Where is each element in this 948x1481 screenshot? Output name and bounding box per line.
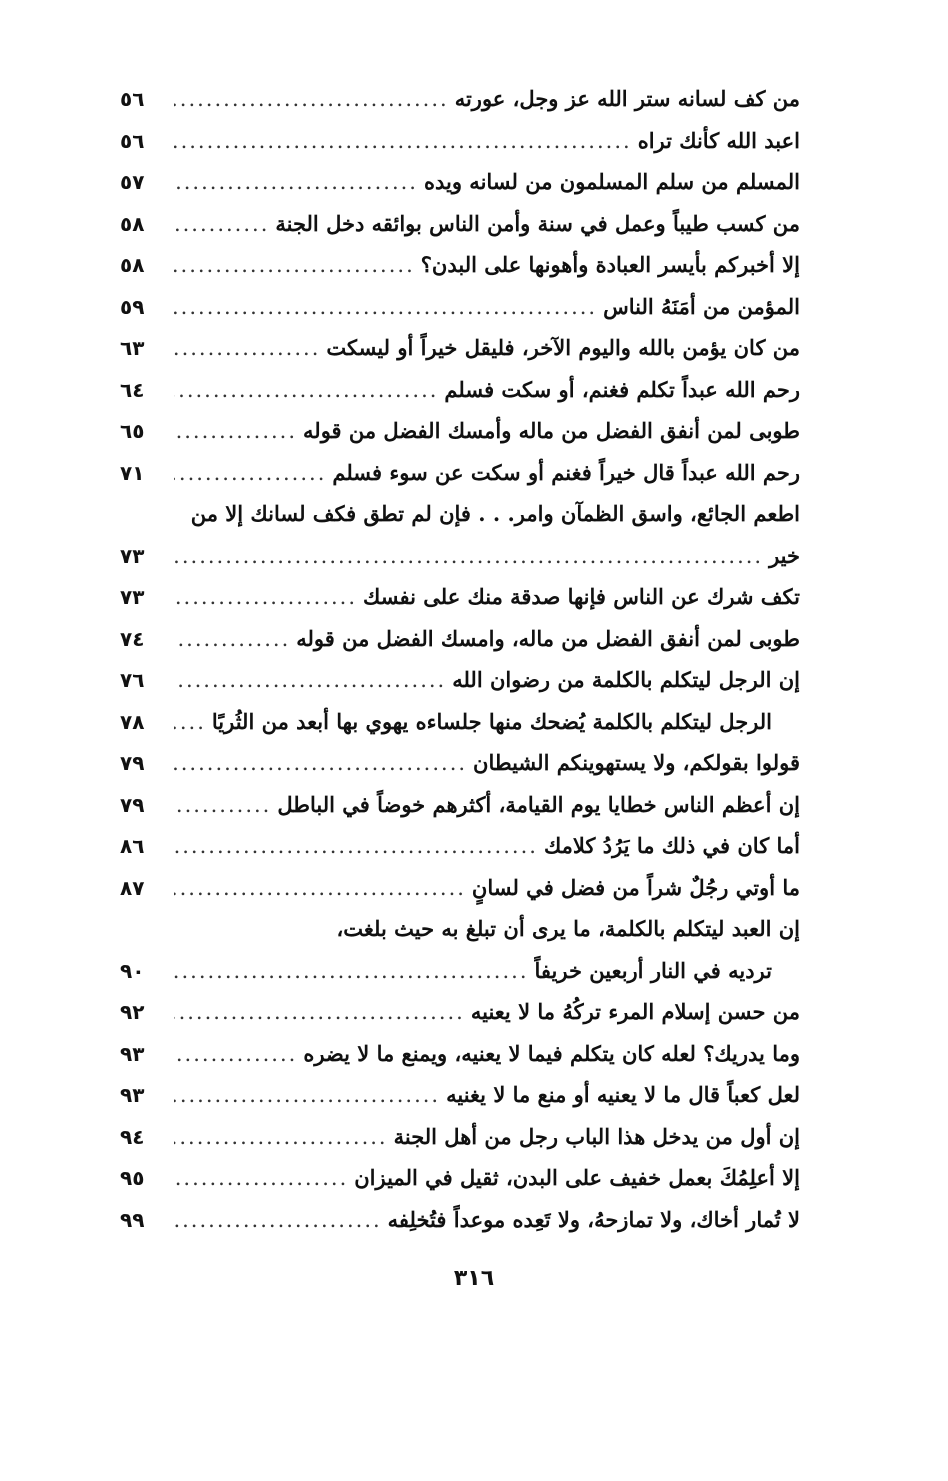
entry-text: إلا أخبركم بأيسر العبادة وأهونها على البدن؟ (420, 252, 800, 277)
entry-text: إن أعظم الناس خطايا يوم القيامة، أكثرهم خوضاً في الباطل (277, 791, 800, 817)
entry-text: من كان يؤمن بالله واليوم الآخر، فليقل خيراً أو ليسكت (326, 335, 800, 360)
index-entry (120, 576, 800, 618)
entry-page-number: ٦٥ (120, 419, 145, 443)
dot-leader (174, 702, 206, 744)
entry-page-number: ٧٣ (120, 585, 145, 609)
dot-leader (174, 328, 320, 370)
dot-leader (174, 204, 269, 246)
entry-page-number: ٥٩ (120, 294, 145, 319)
index-entry (120, 1157, 800, 1199)
entry-text: خير (769, 542, 800, 568)
index-entry (120, 203, 800, 245)
entry-page-number: ٥٨ (120, 211, 145, 236)
index-entry (120, 78, 800, 120)
entry-page-number: ٧٨ (120, 709, 145, 734)
index-entry (120, 244, 800, 286)
entry-page-number: ٥٧ (120, 170, 145, 194)
dot-leader (174, 1034, 297, 1076)
index-entry (120, 1033, 800, 1075)
dot-leader (174, 370, 438, 412)
entry-text: المسلم من سلم المسلمون من لسانه ويده (423, 169, 800, 194)
entry-page-number: ٦٣ (120, 336, 145, 360)
dot-leader (174, 121, 632, 163)
entry-text: إن أول من يدخل هذا الباب رجل من أهل الجنة (393, 1123, 800, 1149)
index-entry (120, 701, 800, 743)
entry-text: المؤمن من أمَنَهُ الناس (603, 293, 800, 319)
entry-page-number: ٩٢ (120, 1000, 145, 1024)
dot-leader (174, 1200, 382, 1242)
dot-leader (174, 619, 290, 661)
dot-leader (174, 1075, 440, 1117)
entry-page-number: ٥٨ (120, 253, 145, 277)
entry-text: طوبى لمن أنفق الفضل من ماله وأمسك الفضل من قوله (303, 418, 800, 443)
index-list (120, 78, 800, 1240)
entry-page-number: ٧٣ (120, 543, 145, 568)
dot-leader (174, 992, 465, 1034)
index-entry (120, 286, 800, 328)
dot-leader (174, 287, 597, 329)
index-entry (120, 784, 800, 826)
dot-leader (174, 868, 466, 910)
index-entry (120, 452, 800, 494)
dot-leader (174, 951, 529, 993)
entry-text: ترديه في النار أربعين خريفاً (534, 957, 772, 983)
index-entry (120, 1116, 800, 1158)
entry-page-number: ٦٤ (120, 377, 145, 402)
entry-page-number: ٩٠ (120, 958, 145, 983)
entry-text: ما أوتي رجُلٌ شراً من فضل في لسانٍ (471, 874, 800, 900)
entry-text: طوبى لمن أنفق الفضل من ماله، وامسك الفضل من قوله (296, 625, 800, 651)
entry-text: إلا أعلِمُكَ بعمل خفيف على البدن، ثقيل في الميزان (354, 1165, 800, 1190)
dot-leader (174, 162, 418, 204)
entry-text: رحم الله عبداً قال خيراً فغنم أو سكت عن سوء فسلم (332, 459, 800, 485)
dot-leader (174, 411, 297, 453)
entry-text: من كف لسانه ستر الله عز وجل، عورته (454, 86, 800, 111)
entry-page-number: ٩٩ (120, 1207, 145, 1232)
index-entry (120, 825, 800, 867)
entry-page-number: ٧١ (120, 460, 145, 485)
index-entry (120, 991, 800, 1033)
index-entry (120, 493, 800, 535)
entry-text: إن العبد ليتكلم بالكلمة، ما يرى أن تبلغ به حيث بلغت، (336, 916, 800, 941)
entry-page-number: ٩٥ (120, 1166, 145, 1190)
entry-page-number: ٧٩ (120, 792, 145, 817)
entry-text: اعبد الله كأنك تراه (637, 127, 800, 153)
entry-page-number: ٨٦ (120, 834, 145, 858)
index-entry (120, 120, 800, 162)
page-number: ٣١٦ (453, 1266, 495, 1291)
dot-leader (174, 826, 538, 868)
dot-leader (174, 660, 446, 702)
entry-text: رحم الله عبداً تكلم فغنم، أو سكت فسلم (444, 376, 800, 402)
entry-text: اطعم الجائع، واسق الظمآن وامر. . . فإن لم تطق فكف لسانك إلا من (190, 501, 800, 526)
dot-leader (174, 79, 449, 121)
index-entry (120, 742, 800, 784)
dot-leader (174, 245, 415, 287)
dot-leader (174, 577, 357, 619)
entry-text: أما كان في ذلك ما يَرُدُ كلامك (543, 833, 800, 858)
entry-page-number: ٥٦ (120, 87, 145, 111)
entry-text: من حسن إسلام المرء تركُهُ ما لا يعنيه (470, 999, 800, 1024)
entry-text: لعل كعباً قال ما لا يعنيه أو منع ما لا يغنيه (446, 1082, 800, 1107)
index-entry (120, 659, 800, 701)
entry-text: من كسب طيباً وعمل في سنة وأمن الناس بوائقه دخل الجنة (275, 210, 800, 236)
entry-text: وما يدريك؟ لعله كان يتكلم فيما لا يعنيه، ويمنع ما لا يضره (303, 1040, 800, 1066)
index-entry (120, 950, 800, 992)
index-entry (120, 867, 800, 909)
dot-leader (174, 1158, 348, 1200)
dot-leader (174, 1117, 388, 1159)
index-entry (120, 327, 800, 369)
entry-text: الرجل ليتكلم بالكلمة يُضحك منها جلساءه يهوي بها أبعد من الثُريًا (211, 708, 772, 734)
entry-page-number: ٧٤ (120, 626, 145, 651)
index-entry (120, 369, 800, 411)
entry-page-number: ٧٩ (120, 751, 145, 775)
index-entry (120, 161, 800, 203)
index-entry (120, 908, 800, 950)
entry-page-number: ٩٤ (120, 1124, 145, 1149)
index-entry (120, 1074, 800, 1116)
entry-text: قولوا بقولكم، ولا يستهوينكم الشيطان (473, 750, 800, 775)
entry-page-number: ٩٣ (120, 1083, 145, 1107)
entry-page-number: ٥٦ (120, 128, 145, 153)
entry-page-number: ٨٧ (120, 875, 145, 900)
index-entry (120, 535, 800, 577)
dot-leader (174, 536, 763, 578)
entry-text: إن الرجل ليتكلم بالكلمة من رضوان الله (452, 667, 800, 692)
entry-page-number: ٩٣ (120, 1041, 145, 1066)
entry-text: تكف شرك عن الناس فإنها صدقة منك على نفسك (363, 584, 800, 609)
dot-leader (174, 785, 271, 827)
index-entry (120, 618, 800, 660)
entry-page-number: ٧٦ (120, 668, 145, 692)
dot-leader (174, 453, 326, 495)
entry-text: لا تُمار أخاك، ولا تمازحهُ، ولا تَعِده موعداً فتُخلِفه (387, 1206, 800, 1232)
index-entry (120, 1199, 800, 1241)
index-entry (120, 410, 800, 452)
dot-leader (174, 743, 467, 785)
